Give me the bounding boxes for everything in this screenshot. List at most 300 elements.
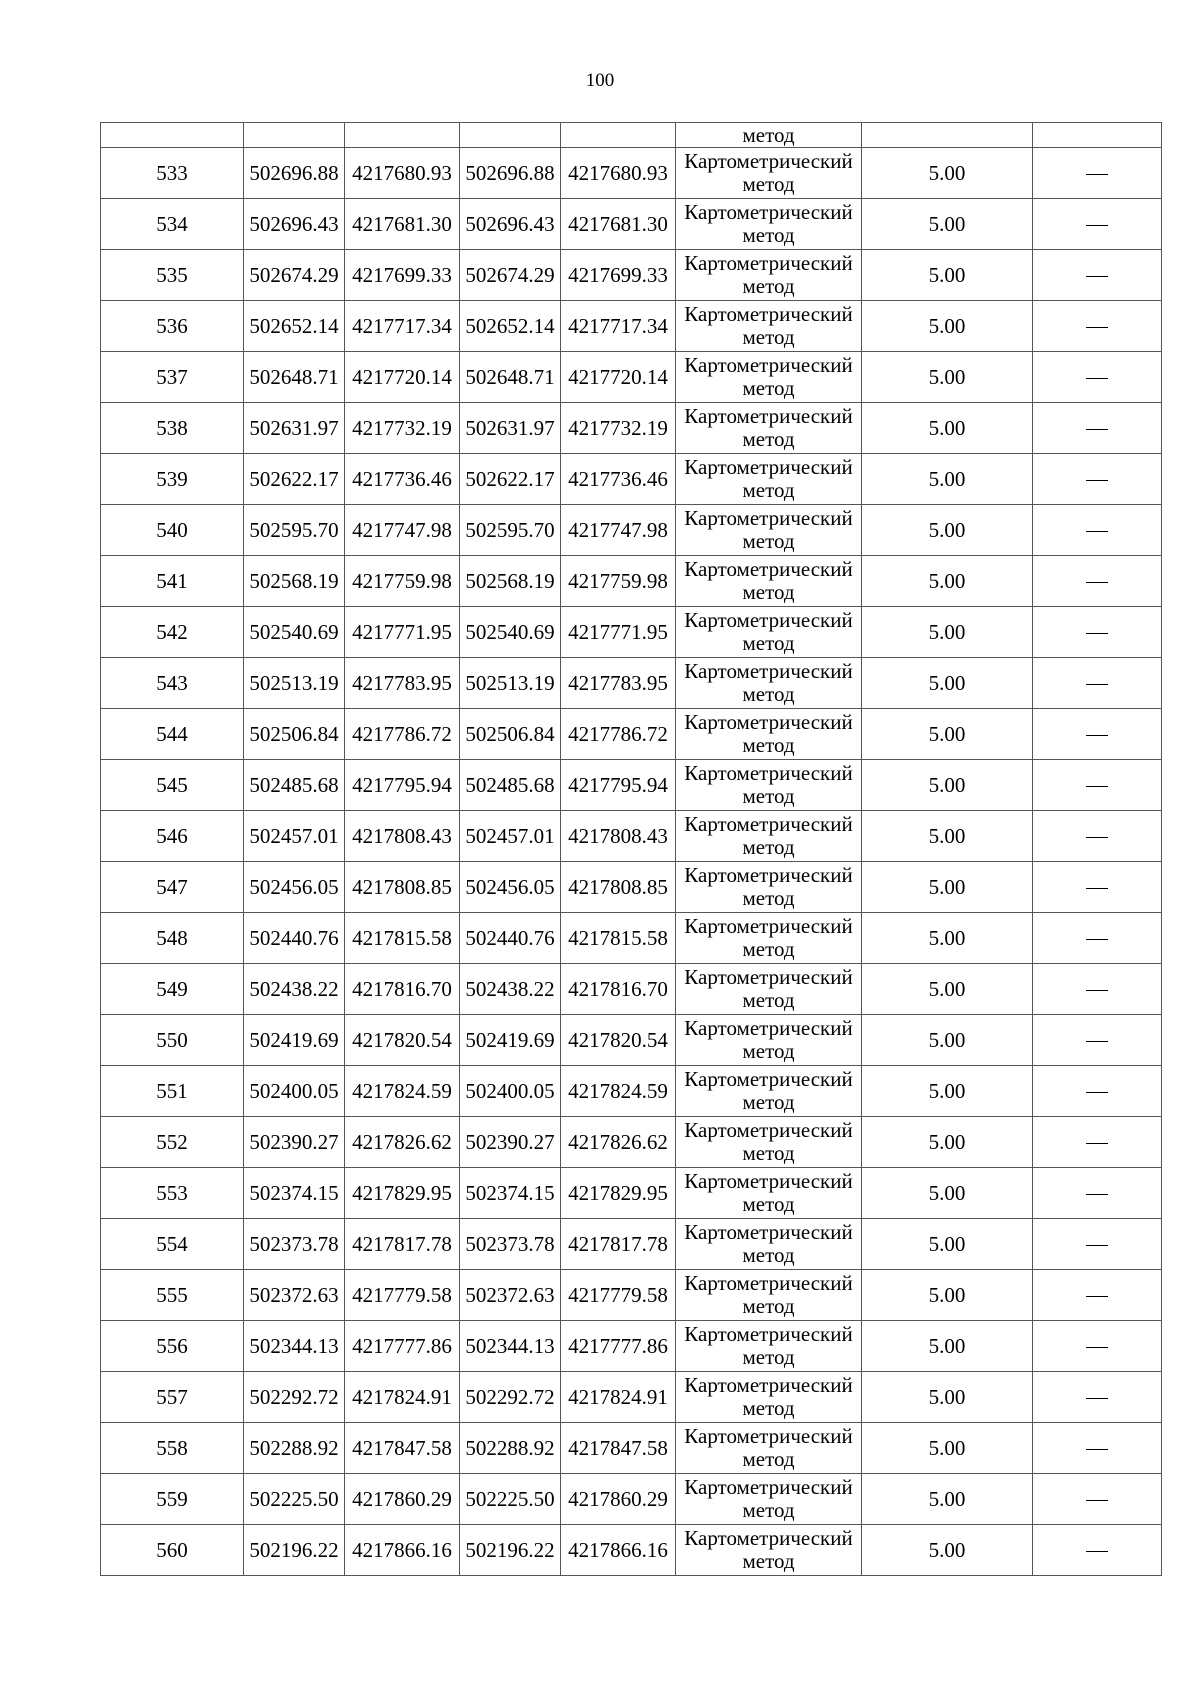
empty-cell bbox=[101, 123, 244, 148]
accuracy-cell: 5.00 bbox=[862, 556, 1033, 607]
empty-cell bbox=[862, 123, 1033, 148]
table-row bbox=[101, 1525, 1162, 1576]
x1-cell: 502372.63 bbox=[244, 1270, 345, 1321]
accuracy-cell: 5.00 bbox=[862, 1168, 1033, 1219]
dash-mark bbox=[1086, 1143, 1108, 1144]
y2-cell: 4217847.58 bbox=[561, 1423, 676, 1474]
x2-cell: 502373.78 bbox=[460, 1219, 561, 1270]
x2-cell: 502506.84 bbox=[460, 709, 561, 760]
table-row bbox=[101, 352, 1162, 403]
y2-cell: 4217717.34 bbox=[561, 301, 676, 352]
y1-cell: 4217717.34 bbox=[345, 301, 460, 352]
y2-cell: 4217820.54 bbox=[561, 1015, 676, 1066]
y1-cell: 4217808.85 bbox=[345, 862, 460, 913]
x2-cell: 502540.69 bbox=[460, 607, 561, 658]
method-line-2: метод bbox=[742, 580, 795, 604]
method-continuation: метод bbox=[676, 123, 862, 148]
y2-cell: 4217824.91 bbox=[561, 1372, 676, 1423]
carry-over-row bbox=[101, 123, 1162, 148]
method-cell bbox=[676, 352, 862, 403]
x1-cell: 502595.70 bbox=[244, 505, 345, 556]
accuracy-cell: 5.00 bbox=[862, 1117, 1033, 1168]
point-number-cell: 541 bbox=[101, 556, 244, 607]
table-row bbox=[101, 199, 1162, 250]
method-cell bbox=[676, 1219, 862, 1270]
x1-cell: 502648.71 bbox=[244, 352, 345, 403]
x2-cell: 502372.63 bbox=[460, 1270, 561, 1321]
point-number-cell: 559 bbox=[101, 1474, 244, 1525]
method-cell bbox=[676, 505, 862, 556]
dash-cell bbox=[1033, 250, 1162, 301]
method-line-1: Картометрический bbox=[684, 1067, 853, 1091]
x1-cell: 502540.69 bbox=[244, 607, 345, 658]
accuracy-cell: 5.00 bbox=[862, 760, 1033, 811]
x2-cell: 502696.88 bbox=[460, 148, 561, 199]
method-cell bbox=[676, 709, 862, 760]
method-line-1: Картометрический bbox=[684, 965, 853, 989]
y1-cell: 4217824.91 bbox=[345, 1372, 460, 1423]
dash-cell bbox=[1033, 454, 1162, 505]
coordinates-table bbox=[100, 122, 1162, 1576]
method-line-2: метод bbox=[742, 1345, 795, 1369]
table-row bbox=[101, 301, 1162, 352]
x2-cell: 502674.29 bbox=[460, 250, 561, 301]
method-line-2: метод bbox=[742, 835, 795, 859]
y2-cell: 4217860.29 bbox=[561, 1474, 676, 1525]
accuracy-cell: 5.00 bbox=[862, 709, 1033, 760]
dash-cell bbox=[1033, 148, 1162, 199]
y2-cell: 4217815.58 bbox=[561, 913, 676, 964]
table-row bbox=[101, 1321, 1162, 1372]
empty-cell bbox=[345, 123, 460, 148]
dash-mark bbox=[1086, 990, 1108, 991]
accuracy-cell: 5.00 bbox=[862, 658, 1033, 709]
y1-cell: 4217786.72 bbox=[345, 709, 460, 760]
method-line-1: Картометрический bbox=[684, 353, 853, 377]
y1-cell: 4217680.93 bbox=[345, 148, 460, 199]
method-cell bbox=[676, 658, 862, 709]
x2-cell: 502513.19 bbox=[460, 658, 561, 709]
accuracy-cell: 5.00 bbox=[862, 964, 1033, 1015]
x2-cell: 502440.76 bbox=[460, 913, 561, 964]
x1-cell: 502674.29 bbox=[244, 250, 345, 301]
dash-cell bbox=[1033, 352, 1162, 403]
dash-cell bbox=[1033, 403, 1162, 454]
method-cell bbox=[676, 1117, 862, 1168]
table-row bbox=[101, 1168, 1162, 1219]
method-cell bbox=[676, 913, 862, 964]
y2-cell: 4217786.72 bbox=[561, 709, 676, 760]
method-line-1: Картометрический bbox=[684, 1424, 853, 1448]
dash-cell bbox=[1033, 1525, 1162, 1576]
point-number-cell: 558 bbox=[101, 1423, 244, 1474]
x1-cell: 502485.68 bbox=[244, 760, 345, 811]
dash-mark bbox=[1086, 888, 1108, 889]
y1-cell: 4217817.78 bbox=[345, 1219, 460, 1270]
method-cell bbox=[676, 607, 862, 658]
x1-cell: 502373.78 bbox=[244, 1219, 345, 1270]
accuracy-cell: 5.00 bbox=[862, 913, 1033, 964]
y1-cell: 4217681.30 bbox=[345, 199, 460, 250]
x1-cell: 502622.17 bbox=[244, 454, 345, 505]
method-line-1: Картометрический bbox=[684, 1016, 853, 1040]
method-cell bbox=[676, 250, 862, 301]
method-cell bbox=[676, 811, 862, 862]
dash-mark bbox=[1086, 327, 1108, 328]
dash-cell bbox=[1033, 301, 1162, 352]
point-number-cell: 550 bbox=[101, 1015, 244, 1066]
dash-mark bbox=[1086, 378, 1108, 379]
table-row bbox=[101, 1219, 1162, 1270]
method-line-1: Картометрический bbox=[684, 1475, 853, 1499]
y1-cell: 4217795.94 bbox=[345, 760, 460, 811]
dash-cell bbox=[1033, 811, 1162, 862]
y2-cell: 4217824.59 bbox=[561, 1066, 676, 1117]
point-number-cell: 555 bbox=[101, 1270, 244, 1321]
x2-cell: 502485.68 bbox=[460, 760, 561, 811]
dash-mark bbox=[1086, 582, 1108, 583]
dash-mark bbox=[1086, 225, 1108, 226]
x1-cell: 502419.69 bbox=[244, 1015, 345, 1066]
accuracy-cell: 5.00 bbox=[862, 1474, 1033, 1525]
x2-cell: 502652.14 bbox=[460, 301, 561, 352]
dash-cell bbox=[1033, 1321, 1162, 1372]
dash-cell bbox=[1033, 1219, 1162, 1270]
point-number-cell: 533 bbox=[101, 148, 244, 199]
point-number-cell: 537 bbox=[101, 352, 244, 403]
dash-mark bbox=[1086, 429, 1108, 430]
method-line-2: метод bbox=[742, 1294, 795, 1318]
method-line-2: метод bbox=[742, 1396, 795, 1420]
accuracy-cell: 5.00 bbox=[862, 148, 1033, 199]
dash-cell bbox=[1033, 1372, 1162, 1423]
accuracy-cell: 5.00 bbox=[862, 811, 1033, 862]
y1-cell: 4217808.43 bbox=[345, 811, 460, 862]
x2-cell: 502292.72 bbox=[460, 1372, 561, 1423]
method-line-2: метод bbox=[742, 478, 795, 502]
point-number-cell: 557 bbox=[101, 1372, 244, 1423]
method-cell bbox=[676, 148, 862, 199]
dash-mark bbox=[1086, 1194, 1108, 1195]
method-cell bbox=[676, 1423, 862, 1474]
dash-cell bbox=[1033, 913, 1162, 964]
method-cell bbox=[676, 556, 862, 607]
table-row bbox=[101, 709, 1162, 760]
y1-cell: 4217816.70 bbox=[345, 964, 460, 1015]
table-row bbox=[101, 811, 1162, 862]
dash-mark bbox=[1086, 276, 1108, 277]
y1-cell: 4217824.59 bbox=[345, 1066, 460, 1117]
point-number-cell: 553 bbox=[101, 1168, 244, 1219]
dash-cell bbox=[1033, 964, 1162, 1015]
dash-cell bbox=[1033, 1270, 1162, 1321]
y2-cell: 4217826.62 bbox=[561, 1117, 676, 1168]
method-line-1: Картометрический bbox=[684, 455, 853, 479]
x2-cell: 502438.22 bbox=[460, 964, 561, 1015]
method-line-1: Картометрический bbox=[684, 761, 853, 785]
method-cell bbox=[676, 1321, 862, 1372]
accuracy-cell: 5.00 bbox=[862, 1270, 1033, 1321]
y1-cell: 4217747.98 bbox=[345, 505, 460, 556]
y1-cell: 4217847.58 bbox=[345, 1423, 460, 1474]
dash-cell bbox=[1033, 1474, 1162, 1525]
method-line-2: метод bbox=[742, 682, 795, 706]
x2-cell: 502568.19 bbox=[460, 556, 561, 607]
x2-cell: 502622.17 bbox=[460, 454, 561, 505]
x2-cell: 502595.70 bbox=[460, 505, 561, 556]
method-line-2: метод bbox=[742, 1243, 795, 1267]
accuracy-cell: 5.00 bbox=[862, 1066, 1033, 1117]
point-number-cell: 549 bbox=[101, 964, 244, 1015]
y1-cell: 4217736.46 bbox=[345, 454, 460, 505]
point-number-cell: 540 bbox=[101, 505, 244, 556]
y2-cell: 4217866.16 bbox=[561, 1525, 676, 1576]
method-cell bbox=[676, 454, 862, 505]
method-line-1: Картометрический bbox=[684, 863, 853, 887]
y2-cell: 4217681.30 bbox=[561, 199, 676, 250]
x2-cell: 502457.01 bbox=[460, 811, 561, 862]
method-cell bbox=[676, 964, 862, 1015]
method-line-1: Картометрический bbox=[684, 812, 853, 836]
x2-cell: 502374.15 bbox=[460, 1168, 561, 1219]
point-number-cell: 551 bbox=[101, 1066, 244, 1117]
method-line-2: метод bbox=[742, 886, 795, 910]
method-line-1: Картометрический bbox=[684, 302, 853, 326]
y2-cell: 4217699.33 bbox=[561, 250, 676, 301]
x1-cell: 502438.22 bbox=[244, 964, 345, 1015]
point-number-cell: 546 bbox=[101, 811, 244, 862]
point-number-cell: 545 bbox=[101, 760, 244, 811]
method-cell bbox=[676, 760, 862, 811]
accuracy-cell: 5.00 bbox=[862, 607, 1033, 658]
dash-mark bbox=[1086, 1500, 1108, 1501]
dash-cell bbox=[1033, 658, 1162, 709]
method-line-1: Картометрический bbox=[684, 557, 853, 581]
x1-cell: 502288.92 bbox=[244, 1423, 345, 1474]
method-line-2: метод bbox=[742, 325, 795, 349]
table-row bbox=[101, 1474, 1162, 1525]
dash-cell bbox=[1033, 760, 1162, 811]
y2-cell: 4217816.70 bbox=[561, 964, 676, 1015]
x2-cell: 502390.27 bbox=[460, 1117, 561, 1168]
method-line-1: Картометрический bbox=[684, 710, 853, 734]
dash-mark bbox=[1086, 174, 1108, 175]
method-cell bbox=[676, 301, 862, 352]
method-cell bbox=[676, 1066, 862, 1117]
empty-cell bbox=[561, 123, 676, 148]
y2-cell: 4217808.43 bbox=[561, 811, 676, 862]
method-line-2: метод bbox=[742, 172, 795, 196]
x2-cell: 502288.92 bbox=[460, 1423, 561, 1474]
table-row bbox=[101, 505, 1162, 556]
method-line-2: метод bbox=[742, 631, 795, 655]
method-line-2: метод bbox=[742, 988, 795, 1012]
y2-cell: 4217783.95 bbox=[561, 658, 676, 709]
x1-cell: 502374.15 bbox=[244, 1168, 345, 1219]
method-line-1: Картометрический bbox=[684, 608, 853, 632]
dash-mark bbox=[1086, 1398, 1108, 1399]
dash-mark bbox=[1086, 1245, 1108, 1246]
dash-cell bbox=[1033, 1015, 1162, 1066]
point-number-cell: 548 bbox=[101, 913, 244, 964]
y2-cell: 4217808.85 bbox=[561, 862, 676, 913]
accuracy-cell: 5.00 bbox=[862, 352, 1033, 403]
method-line-2: метод bbox=[742, 376, 795, 400]
table-row bbox=[101, 1270, 1162, 1321]
dash-mark bbox=[1086, 1041, 1108, 1042]
x1-cell: 502344.13 bbox=[244, 1321, 345, 1372]
x1-cell: 502456.05 bbox=[244, 862, 345, 913]
x2-cell: 502419.69 bbox=[460, 1015, 561, 1066]
x1-cell: 502400.05 bbox=[244, 1066, 345, 1117]
accuracy-cell: 5.00 bbox=[862, 301, 1033, 352]
y2-cell: 4217759.98 bbox=[561, 556, 676, 607]
dash-cell bbox=[1033, 862, 1162, 913]
table-row bbox=[101, 964, 1162, 1015]
point-number-cell: 539 bbox=[101, 454, 244, 505]
y1-cell: 4217815.58 bbox=[345, 913, 460, 964]
accuracy-cell: 5.00 bbox=[862, 1525, 1033, 1576]
y2-cell: 4217829.95 bbox=[561, 1168, 676, 1219]
dash-mark bbox=[1086, 939, 1108, 940]
page-number: 100 bbox=[585, 70, 615, 91]
dash-mark bbox=[1086, 1092, 1108, 1093]
dash-cell bbox=[1033, 1066, 1162, 1117]
dash-mark bbox=[1086, 1449, 1108, 1450]
method-cell bbox=[676, 1015, 862, 1066]
x1-cell: 502696.43 bbox=[244, 199, 345, 250]
accuracy-cell: 5.00 bbox=[862, 1372, 1033, 1423]
x2-cell: 502631.97 bbox=[460, 403, 561, 454]
table-row bbox=[101, 1117, 1162, 1168]
accuracy-cell: 5.00 bbox=[862, 1015, 1033, 1066]
x1-cell: 502457.01 bbox=[244, 811, 345, 862]
y1-cell: 4217783.95 bbox=[345, 658, 460, 709]
dash-mark bbox=[1086, 531, 1108, 532]
dash-cell bbox=[1033, 1117, 1162, 1168]
accuracy-cell: 5.00 bbox=[862, 1423, 1033, 1474]
method-line-2: метод bbox=[742, 1039, 795, 1063]
method-line-2: метод bbox=[742, 427, 795, 451]
method-cell bbox=[676, 862, 862, 913]
accuracy-cell: 5.00 bbox=[862, 1219, 1033, 1270]
method-line-1: Картометрический bbox=[684, 1526, 853, 1550]
dash-mark bbox=[1086, 480, 1108, 481]
method-line-1: Картометрический bbox=[684, 1169, 853, 1193]
y1-cell: 4217777.86 bbox=[345, 1321, 460, 1372]
x1-cell: 502652.14 bbox=[244, 301, 345, 352]
method-line-2: метод bbox=[742, 529, 795, 553]
dash-mark bbox=[1086, 837, 1108, 838]
method-cell bbox=[676, 1525, 862, 1576]
y1-cell: 4217860.29 bbox=[345, 1474, 460, 1525]
method-line-2: метод bbox=[742, 1141, 795, 1165]
method-cell bbox=[676, 199, 862, 250]
x2-cell: 502344.13 bbox=[460, 1321, 561, 1372]
method-line-1: Картометрический bbox=[684, 149, 853, 173]
point-number-cell: 556 bbox=[101, 1321, 244, 1372]
accuracy-cell: 5.00 bbox=[862, 505, 1033, 556]
point-number-cell: 534 bbox=[101, 199, 244, 250]
x1-cell: 502513.19 bbox=[244, 658, 345, 709]
y2-cell: 4217771.95 bbox=[561, 607, 676, 658]
table-row bbox=[101, 556, 1162, 607]
empty-cell bbox=[1033, 123, 1162, 148]
x2-cell: 502400.05 bbox=[460, 1066, 561, 1117]
table-row bbox=[101, 1066, 1162, 1117]
y2-cell: 4217720.14 bbox=[561, 352, 676, 403]
dash-cell bbox=[1033, 505, 1162, 556]
y2-cell: 4217779.58 bbox=[561, 1270, 676, 1321]
y2-cell: 4217817.78 bbox=[561, 1219, 676, 1270]
table-row bbox=[101, 1015, 1162, 1066]
method-line-2: метод bbox=[742, 733, 795, 757]
method-cell bbox=[676, 1168, 862, 1219]
y1-cell: 4217779.58 bbox=[345, 1270, 460, 1321]
table-row bbox=[101, 454, 1162, 505]
accuracy-cell: 5.00 bbox=[862, 1321, 1033, 1372]
method-line-2: метод bbox=[742, 223, 795, 247]
x1-cell: 502696.88 bbox=[244, 148, 345, 199]
dash-mark bbox=[1086, 1347, 1108, 1348]
point-number-cell: 544 bbox=[101, 709, 244, 760]
method-line-1: Картометрический bbox=[684, 200, 853, 224]
method-line-1: Картометрический bbox=[684, 1118, 853, 1142]
y1-cell: 4217759.98 bbox=[345, 556, 460, 607]
method-line-2: метод bbox=[742, 1192, 795, 1216]
x1-cell: 502292.72 bbox=[244, 1372, 345, 1423]
method-cell bbox=[676, 403, 862, 454]
method-cell bbox=[676, 1270, 862, 1321]
dash-cell bbox=[1033, 199, 1162, 250]
dash-cell bbox=[1033, 1168, 1162, 1219]
method-line-2: метод bbox=[742, 937, 795, 961]
point-number-cell: 538 bbox=[101, 403, 244, 454]
y2-cell: 4217732.19 bbox=[561, 403, 676, 454]
method-line-2: метод bbox=[742, 274, 795, 298]
method-line-1: Картометрический bbox=[684, 404, 853, 428]
y1-cell: 4217826.62 bbox=[345, 1117, 460, 1168]
method-line-1: Картометрический bbox=[684, 659, 853, 683]
table-row bbox=[101, 148, 1162, 199]
x1-cell: 502631.97 bbox=[244, 403, 345, 454]
x1-cell: 502225.50 bbox=[244, 1474, 345, 1525]
point-number-cell: 542 bbox=[101, 607, 244, 658]
method-line-1: Картометрический bbox=[684, 914, 853, 938]
method-line-1: Картометрический bbox=[684, 251, 853, 275]
table-row bbox=[101, 862, 1162, 913]
x2-cell: 502225.50 bbox=[460, 1474, 561, 1525]
dash-mark bbox=[1086, 1296, 1108, 1297]
x1-cell: 502440.76 bbox=[244, 913, 345, 964]
dash-mark bbox=[1086, 1551, 1108, 1552]
dash-mark bbox=[1086, 684, 1108, 685]
method-line-2: метод bbox=[742, 1090, 795, 1114]
y1-cell: 4217732.19 bbox=[345, 403, 460, 454]
point-number-cell: 560 bbox=[101, 1525, 244, 1576]
accuracy-cell: 5.00 bbox=[862, 403, 1033, 454]
dash-cell bbox=[1033, 607, 1162, 658]
x1-cell: 502568.19 bbox=[244, 556, 345, 607]
method-line-1: Картометрический bbox=[684, 1271, 853, 1295]
method-cell bbox=[676, 1474, 862, 1525]
accuracy-cell: 5.00 bbox=[862, 250, 1033, 301]
method-line-2: метод bbox=[742, 1498, 795, 1522]
x2-cell: 502456.05 bbox=[460, 862, 561, 913]
point-number-cell: 547 bbox=[101, 862, 244, 913]
y1-cell: 4217720.14 bbox=[345, 352, 460, 403]
x2-cell: 502648.71 bbox=[460, 352, 561, 403]
